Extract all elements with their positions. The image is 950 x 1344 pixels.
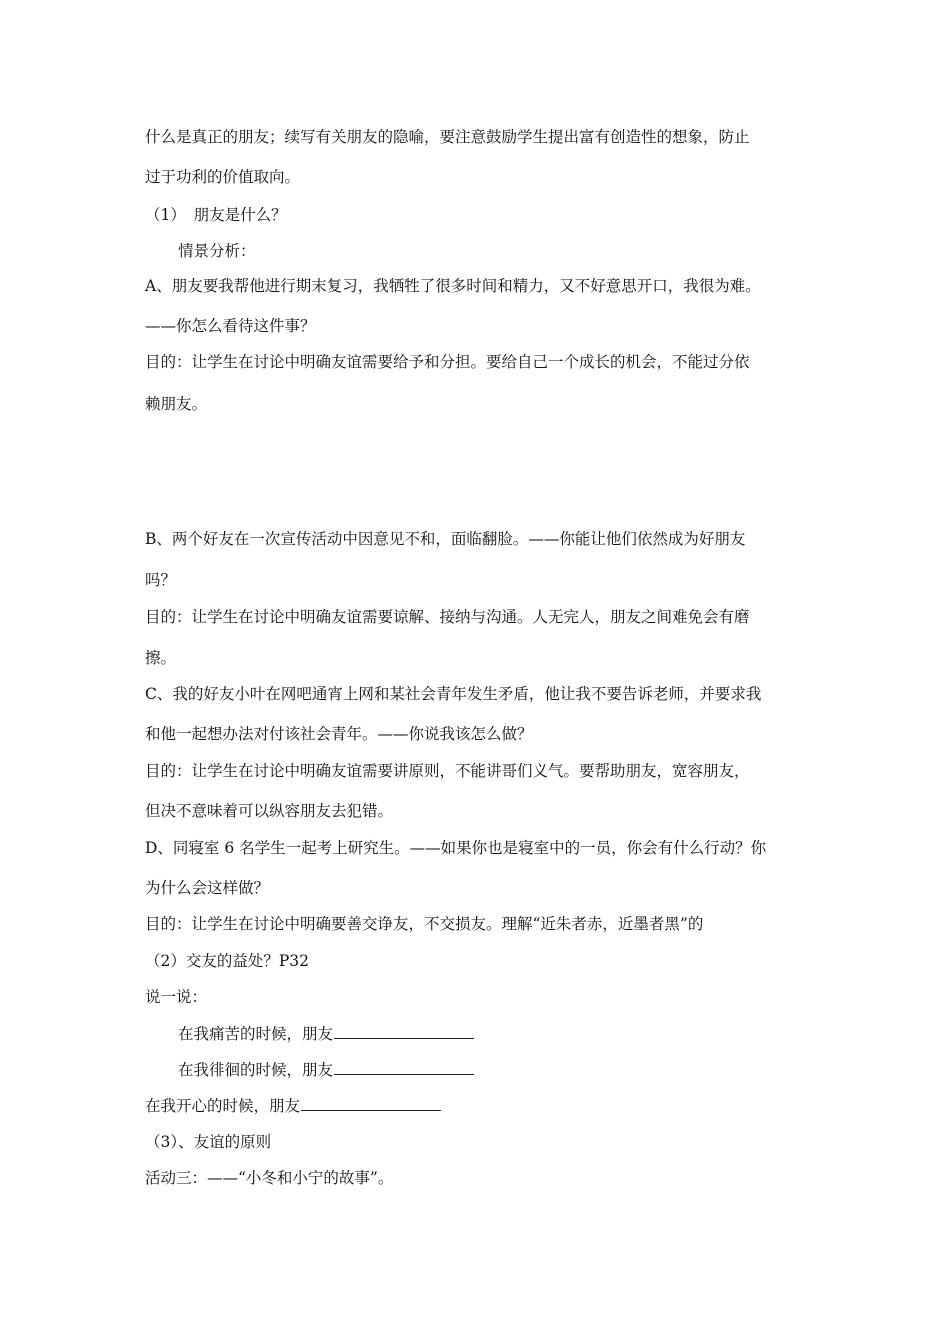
- scenario-b-cont: 吗？: [145, 571, 177, 589]
- scenario-b: B、两个好友在一次宣传活动中因意见不和，面临翻脸。——你能让他们依然成为好朋友: [145, 530, 746, 548]
- purpose-d: 目的：让学生在讨论中明确要善交诤友，不交损友。理解“近朱者赤，近墨者黑”的: [145, 915, 704, 933]
- scenario-heading: 情景分析：: [178, 242, 256, 260]
- answer-blank[interactable]: [334, 1060, 474, 1075]
- activity-three: 活动三：——“小冬和小宁的故事”。: [145, 1169, 394, 1187]
- purpose-b-cont: 擦。: [145, 649, 177, 667]
- purpose-a: 目的：让学生在讨论中明确友谊需要给予和分担。要给自己一个成长的机会，不能过分依: [145, 353, 750, 371]
- fill-in-label: 在我徘徊的时候，朋友: [178, 1061, 334, 1079]
- purpose-a-cont: 赖朋友。: [145, 395, 208, 413]
- scenario-d: D、同寝室 6 名学生一起考上研究生。——如果你也是寝室中的一员，你会有什么行动？你: [145, 839, 767, 857]
- scenario-a-question: ——你怎么看待这件事？: [145, 317, 316, 335]
- paragraph-line: 什么是真正的朋友；续写有关朋友的隐喻，要注意鼓励学生提出富有创造性的想象，防止: [145, 128, 750, 146]
- section-heading-2: （2）交友的益处？P32: [145, 952, 310, 970]
- fill-in-line: [178, 1060, 848, 1080]
- fill-in-line: [178, 1024, 848, 1044]
- scenario-c: C、我的好友小叶在网吧通宵上网和某社会青年发生矛盾，他让我不要告诉老师，并要求我: [145, 685, 762, 703]
- section-heading-3: （3）、友谊的原则: [145, 1133, 272, 1151]
- scenario-d-cont: 为什么会这样做？: [145, 879, 270, 897]
- fill-in-label: 在我开心的时候，朋友: [145, 1097, 301, 1115]
- purpose-b: 目的：让学生在讨论中明确友谊需要谅解、接纳与沟通。人无完人，朋友之间难免会有磨: [145, 608, 750, 626]
- answer-blank[interactable]: [301, 1096, 441, 1111]
- purpose-c-cont: 但决不意味着可以纵容朋友去犯错。: [145, 802, 394, 820]
- scenario-c-cont: 和他一起想办法对付该社会青年。——你说我该怎么做？: [145, 725, 533, 743]
- purpose-c: 目的：让学生在讨论中明确友谊需要讲原则，不能讲哥们义气。要帮助朋友，宽容朋友，: [145, 762, 750, 780]
- section-heading-1: （1） 朋友是什么？: [145, 206, 287, 224]
- paragraph-line: 过于功利的价值取向。: [145, 168, 301, 186]
- scenario-a: A、朋友要我帮他进行期末复习，我牺牲了很多时间和精力，又不好意思开口，我很为难。: [145, 277, 761, 295]
- fill-in-line: [145, 1096, 815, 1116]
- fill-in-label: 在我痛苦的时候，朋友: [178, 1025, 334, 1043]
- answer-blank[interactable]: [334, 1024, 474, 1039]
- say-prompt: 说一说：: [145, 988, 208, 1006]
